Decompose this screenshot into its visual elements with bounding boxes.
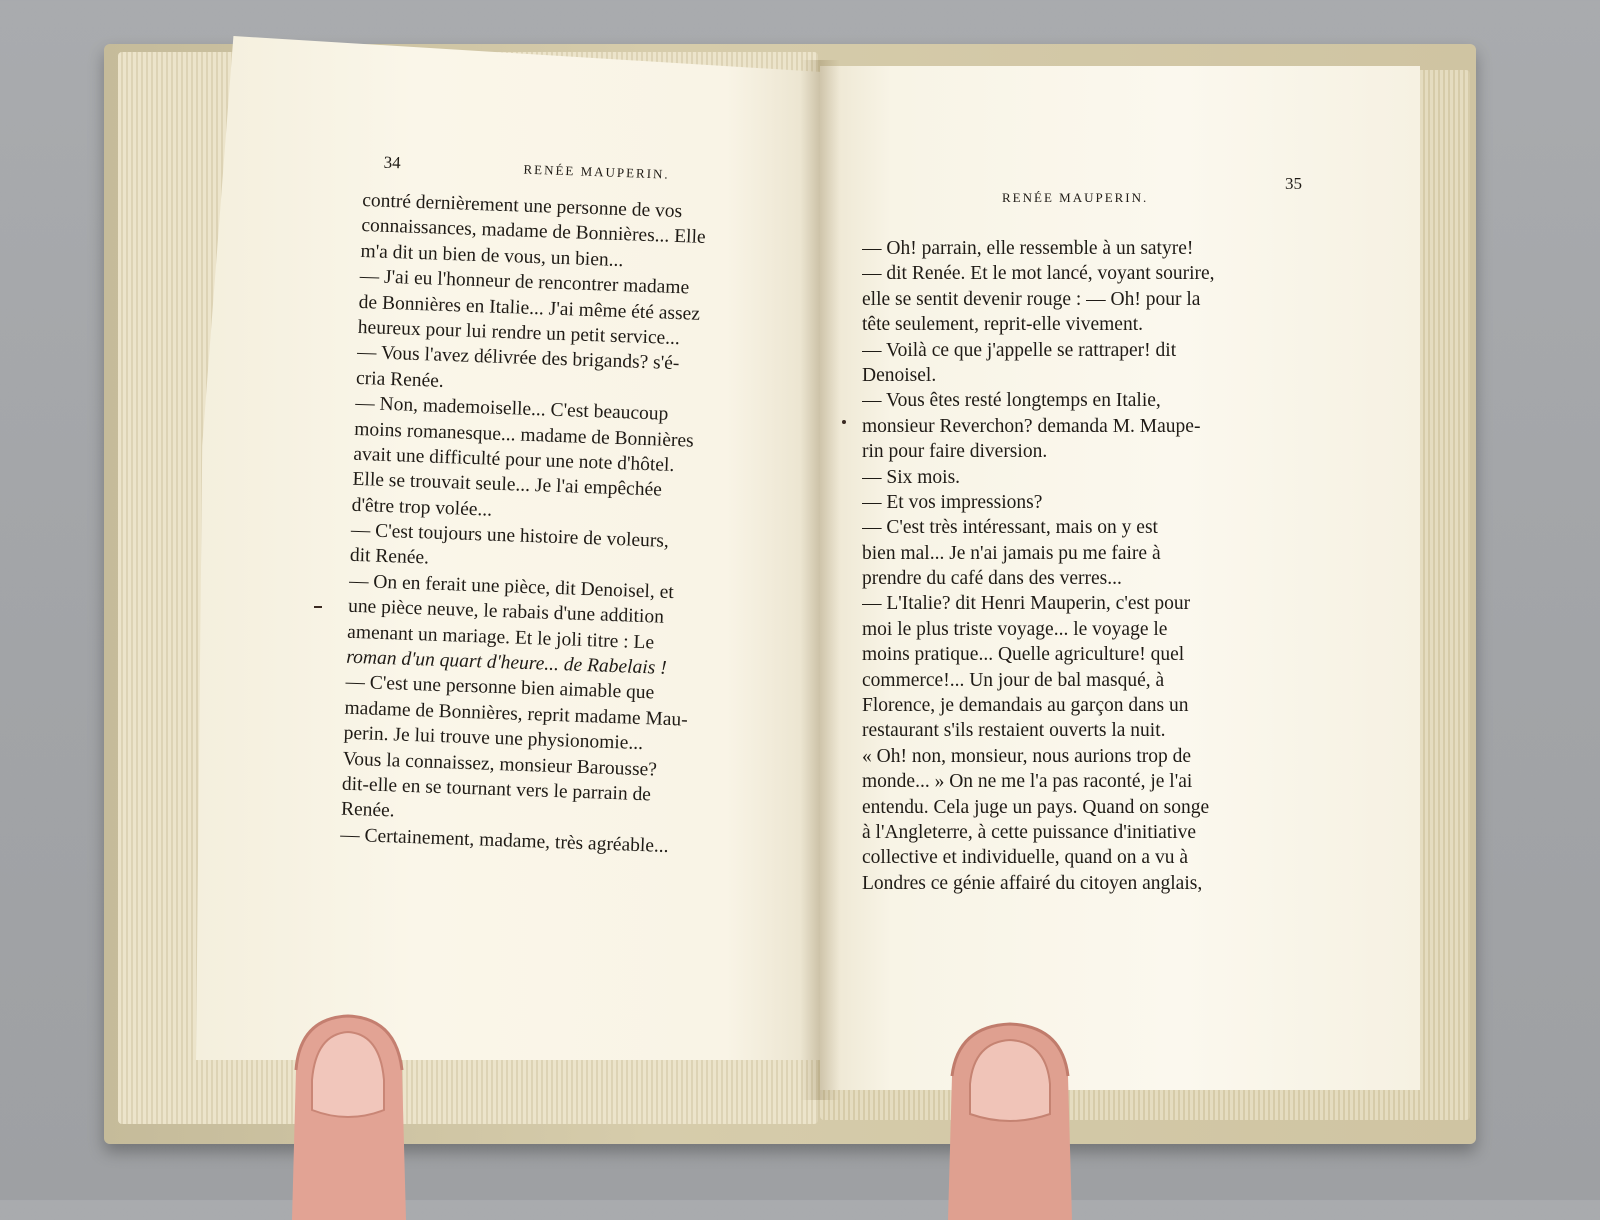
text-line: moins romanesque... madame de Bonnières bbox=[353, 418, 695, 452]
text-line: prendre du café dans des verres... bbox=[862, 568, 1122, 590]
text-line: — L'Italie? dit Henri Mauperin, c'est pour bbox=[862, 593, 1191, 615]
text-line: de Bonnières en Italie... J'ai même été assez bbox=[358, 291, 701, 325]
text-line: — On en ferait une pièce, dit Denoisel, et bbox=[348, 570, 675, 603]
ink-mark bbox=[314, 606, 322, 608]
text-line: — Vous êtes resté longtemps en Italie, bbox=[862, 390, 1161, 412]
text-line: — Oh! parrain, elle ressemble à un satyre! bbox=[862, 238, 1194, 259]
running-head: RENÉE MAUPERIN. bbox=[1002, 190, 1149, 205]
text-line: — dit Renée. Et le mot lancé, voyant sourire, bbox=[862, 263, 1215, 285]
text-line: — C'est toujours une histoire de voleurs, bbox=[350, 519, 670, 552]
left-page-text bbox=[340, 152, 794, 863]
page-number: 34 bbox=[383, 152, 401, 173]
text-line: « Oh! non, monsieur, nous aurions trop de bbox=[862, 745, 1192, 767]
text-line: — Non, mademoiselle... C'est beaucoup bbox=[354, 392, 669, 425]
text-line: dit-elle en se tournant vers le parrain de bbox=[341, 773, 652, 806]
text-line: entendu. Cela juge un pays. Quand on songe bbox=[862, 796, 1210, 818]
text-line: Florence, je demandais au garçon dans un bbox=[862, 695, 1189, 717]
running-head: RENÉE MAUPERIN. bbox=[523, 161, 670, 182]
text-line: avait une difficulté pour une note d'hôtel. bbox=[353, 443, 675, 476]
text-line: Denoisel. bbox=[862, 364, 937, 386]
text-line: — Certainement, madame, très agréable... bbox=[339, 824, 669, 857]
text-line: contré dernièrement une personne de vos bbox=[361, 189, 683, 223]
text-line: cria Renée. bbox=[355, 367, 445, 392]
text-line: madame de Bonnières, reprit madame Mau- bbox=[344, 697, 689, 731]
text-line: — Six mois. bbox=[862, 466, 961, 488]
text-line: Vous la connaissez, monsieur Barousse? bbox=[342, 748, 658, 781]
text-line: — C'est une personne bien aimable que bbox=[345, 672, 655, 704]
right-page-header bbox=[862, 174, 1302, 212]
text-line: amenant un mariage. Et le joli titre : Le bbox=[346, 621, 655, 654]
text-line: — C'est très intéressant, mais on y est bbox=[862, 517, 1158, 539]
text-line: Renée. bbox=[340, 798, 395, 822]
text-line: connaissances, madame de Bonnières... Elle bbox=[361, 215, 706, 249]
text-line: — Et vos impressions? bbox=[862, 491, 1043, 513]
text-line: rin pour faire diversion. bbox=[862, 441, 1048, 463]
text-line: d'être trop volée... bbox=[351, 494, 493, 521]
text-line: — J'ai eu l'honneur de rencontrer madame bbox=[359, 266, 690, 299]
text-block bbox=[862, 236, 1302, 896]
ink-mark bbox=[842, 420, 846, 424]
right-thumb bbox=[940, 1020, 1080, 1220]
text-line: perin. Je lui trouve une physionomie... bbox=[343, 722, 644, 755]
text-line: elle se sentit devenir rouge : — Oh! pour la bbox=[862, 288, 1201, 310]
text-line: — Vous l'avez délivrée des brigands? s'é- bbox=[356, 342, 680, 375]
text-line: tête seulement, reprit-elle vivement. bbox=[862, 314, 1144, 336]
text-line: monsieur Reverchon? demanda M. Maupe- bbox=[862, 415, 1201, 437]
text-line: dit Renée. bbox=[349, 545, 430, 569]
text-line: m'a dit un bien de vous, un bien... bbox=[360, 240, 624, 271]
text-line: moins pratique... Quelle agriculture! quel bbox=[862, 644, 1185, 666]
page-number: 35 bbox=[1285, 174, 1302, 193]
text-line: Elle se trouvait seule... Je l'ai empêchée bbox=[352, 469, 663, 501]
text-line: — Voilà ce que j'appelle se rattraper! dit bbox=[862, 339, 1177, 361]
text-line: moi le plus triste voyage... le voyage le bbox=[862, 618, 1168, 640]
left-thumb bbox=[282, 1010, 412, 1220]
text-line: restaurant s'ils restaient ouverts la nuit. bbox=[862, 720, 1166, 742]
text-line: commerce!... Un jour de bal masqué, à bbox=[862, 669, 1165, 691]
book-gutter bbox=[800, 60, 840, 1100]
text-line: une pièce neuve, le rabais d'une addition bbox=[347, 595, 665, 628]
right-page-text bbox=[862, 174, 1302, 896]
text-line: collective et individuelle, quand on a vu à bbox=[862, 847, 1188, 869]
text-line: à l'Angleterre, à cette puissance d'initiative bbox=[862, 821, 1197, 843]
text-block bbox=[340, 188, 793, 863]
text-line: bien mal... Je n'ai jamais pu me faire à bbox=[862, 542, 1161, 564]
text-line: Londres ce génie affairé du citoyen anglais, bbox=[862, 872, 1203, 894]
text-line: heureux pour lui rendre un petit service... bbox=[357, 316, 681, 350]
text-line: monde... » On ne me l'a pas raconté, je l'ai bbox=[862, 771, 1193, 793]
text-line: roman d'un quart d'heure... de Rabelais ! bbox=[345, 646, 668, 679]
